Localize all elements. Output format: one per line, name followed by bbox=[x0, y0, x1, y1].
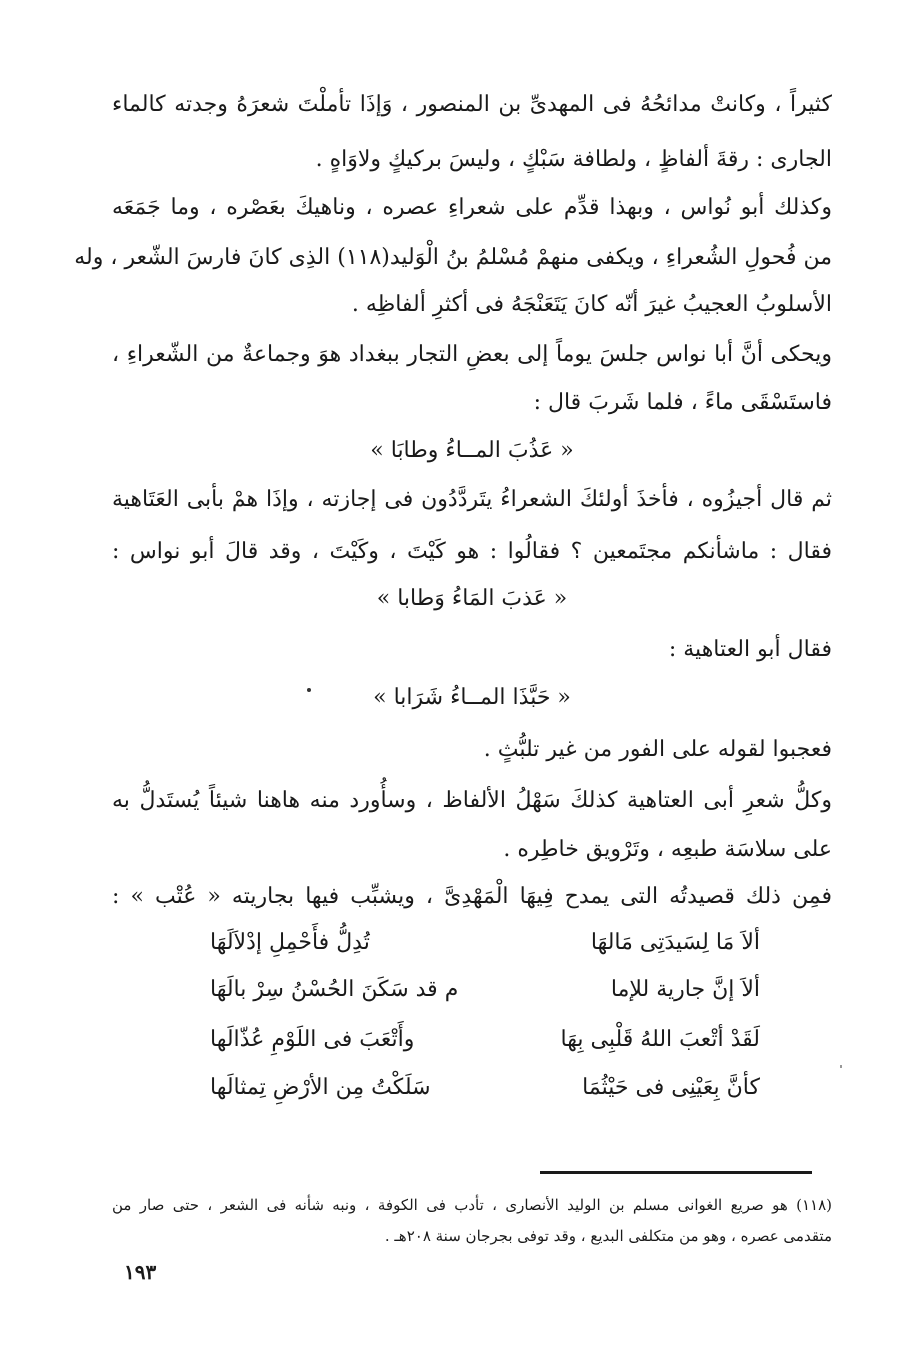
footnote-line: (١١٨) هو صريع الغوانى مسلم بن الوليد الأنصارى ، تأدب فى الكوفة ، ونبه شأنه فى الشعر ، حتى صار من bbox=[112, 1196, 832, 1214]
body-line: الجارى : رقةَ ألفاظٍ ، ولطافة سَبْكٍ ، وليسَ بركيكٍ ولاوَاهٍ . bbox=[315, 147, 832, 172]
poem-verse bbox=[210, 1071, 760, 1105]
footnote-line: متقدمى عصره ، وهو من متكلفى البديع ، وقد توفى بجرجان سنة ٢٠٨هـ . bbox=[384, 1227, 832, 1245]
body-line: فقال أبو العتاهية : bbox=[668, 637, 832, 662]
verse-first-hemistich: ألاَ إنَّ جارية للإما bbox=[610, 977, 760, 1002]
body-line: فعجبوا لقوله على الفور من غير تلبُّثٍ . bbox=[483, 737, 832, 762]
body-line: فمِن ذلك قصيدتُه التى يمدح فِيهَا الْمَهْدِىَّ ، ويشبِّب فيها بجاريته « عُتْب » : bbox=[112, 884, 832, 909]
body-line: كثيراً ، وكانتْ مدائحُهُ فى المهدىِّ بن المنصور ، وَإذَا تأملْتَ شعرَهُ وجدته كالماء bbox=[112, 92, 832, 117]
verse-hemistich: « حَبَّذَا المــاءُ شَرَابا » bbox=[373, 685, 571, 710]
body-line: ويحكى أنَّ أبا نواس جلسَ يوماً إلى بعضِ التجار ببغداد هوَ وجماعةٌ من الشّعراءِ ، bbox=[112, 342, 832, 367]
poem-verse bbox=[210, 926, 760, 960]
page-number: ١٩٣ bbox=[124, 1260, 157, 1284]
verse-first-hemistich: ألاَ مَا لِسَيدَتِى مَالهَا bbox=[590, 930, 760, 955]
verse-second-hemistich: تُدِلُّ فأَحْمِلِ إدْلاَلَهَا bbox=[210, 930, 370, 955]
verse-hemistich: « عَذُبَ المــاءُ وطابَا » bbox=[370, 438, 574, 463]
body-line: على سلاسَة طبعِه ، وتَرْويق خاطِره . bbox=[503, 837, 832, 862]
verse-first-hemistich: لَقَدْ أتْعبَ اللهُ قَلْبِى بِهَا bbox=[560, 1027, 760, 1052]
body-line: وكلُّ شعرِ أبى العتاهية كذلكَ سَهْلُ الألفاظ ، وسأُورد منه هاهنا شيئاً يُستَدلُّ به bbox=[112, 788, 832, 813]
verse-first-hemistich: كأنَّ بِعَيْنِى فى حَيْثُمَا bbox=[582, 1075, 760, 1100]
body-line: ثم قال أجيزُوه ، فأخذَ أولئكَ الشعراءُ يتَردَّدُون فى إجازته ، وإذَا همْ بأبى العَتَاهية bbox=[112, 487, 832, 512]
poem-verse bbox=[210, 973, 760, 1007]
ink-speck bbox=[307, 688, 311, 692]
footnote-separator bbox=[540, 1171, 812, 1174]
body-line: وكذلك أبو نُواس ، وبهذا قدِّم على شعراءِ عصره ، وناهيكَ بعَصْره ، وما جَمَعَه bbox=[112, 195, 832, 220]
body-line: الأسلوبُ العجيبُ غيرَ أنّه كانَ يَتَعَنْجَهُ فى أكثرِ ألفاظِه . bbox=[351, 292, 832, 317]
body-line: فقال : ماشأنكم مجتَمعين ؟ فقالُوا : هو كَيْتَ ، وكَيْتَ ، وقد قالَ أبو نواس : bbox=[112, 539, 832, 564]
verse-second-hemistich: وأَتْعَبَ فى اللَوْمِ عُذّالَها bbox=[210, 1027, 415, 1052]
poem-verse bbox=[210, 1023, 760, 1057]
verse-hemistich: « عَذبَ المَاءُ وَطابا » bbox=[376, 586, 568, 611]
ink-speck bbox=[840, 1065, 842, 1068]
verse-second-hemistich: م قد سَكَنَ الحُسْنُ سِرْ بالَهَا bbox=[210, 977, 459, 1002]
verse-second-hemistich: سَلَكْتُ مِن الأرْضِ تِمثالَها bbox=[210, 1075, 431, 1100]
body-line: من فُحولِ الشُعراءِ ، ويكفى منهمْ مُسْلمُ بنُ الْوَليد(١١٨) الذِى كانَ فارسَ الشّعر ، وله bbox=[74, 245, 832, 270]
body-line: فاستَسْقَى ماءً ، فلما شَربَ قال : bbox=[533, 390, 832, 415]
